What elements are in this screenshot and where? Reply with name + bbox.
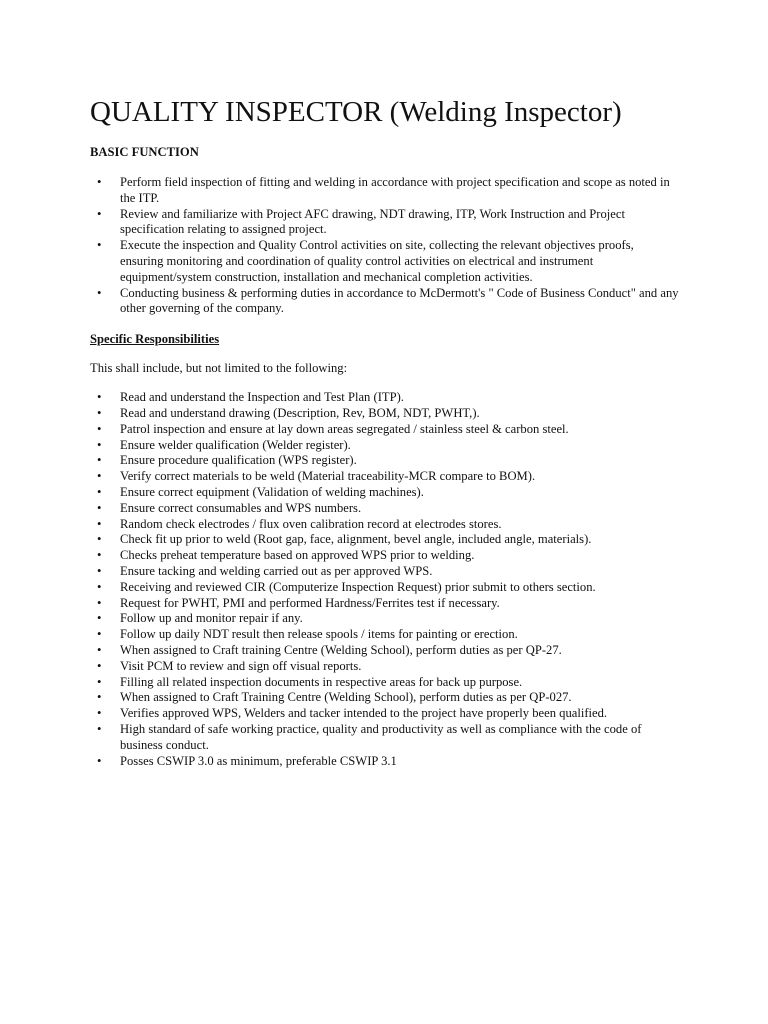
list-item: • Follow up and monitor repair if any. (90, 611, 680, 627)
document-title: QUALITY INSPECTOR (Welding Inspector) (90, 96, 622, 128)
list-item: • Conducting business & performing duties in accordance to McDermott's " Code of Business Conduct" and any other governing of the company. (90, 286, 680, 318)
list-item: • Read and understand drawing (Description, Rev, BOM, NDT, PWHT,). (90, 406, 680, 422)
responsibilities-list (90, 390, 680, 769)
list-item: • Ensure procedure qualification (WPS register). (90, 453, 680, 469)
list-item: • Request for PWHT, PMI and performed Hardness/Ferrites test if necessary. (90, 596, 680, 612)
list-item: • Filling all related inspection documents in respective areas for back up purpose. (90, 675, 680, 691)
list-item: • Check fit up prior to weld (Root gap, face, alignment, bevel angle, included angle, materials). (90, 532, 680, 548)
list-item: • Verifies approved WPS, Welders and tacker intended to the project have properly been qualified. (90, 706, 680, 722)
list-item: • Posses CSWIP 3.0 as minimum, preferable CSWIP 3.1 (90, 754, 680, 770)
list-item: • When assigned to Craft Training Centre (Welding School), perform duties as per QP-027. (90, 690, 680, 706)
list-item: • Ensure correct equipment (Validation of welding machines). (90, 485, 680, 501)
list-item: • Checks preheat temperature based on approved WPS prior to welding. (90, 548, 680, 564)
list-item: • Ensure tacking and welding carried out as per approved WPS. (90, 564, 680, 580)
basic-function-list (90, 175, 680, 317)
list-item: • Patrol inspection and ensure at lay down areas segregated / stainless steel & carbon steel. (90, 422, 680, 438)
list-item: • Read and understand the Inspection and Test Plan (ITP). (90, 390, 680, 406)
list-item: • Visit PCM to review and sign off visual reports. (90, 659, 680, 675)
list-item: • Random check electrodes / flux oven calibration record at electrodes stores. (90, 517, 680, 533)
basic-function-heading: BASIC FUNCTION (90, 145, 199, 159)
document-page (90, 92, 680, 769)
list-item: • When assigned to Craft training Centre (Welding School), perform duties as per QP-27. (90, 643, 680, 659)
specific-responsibilities-heading: Specific Responsibilities (90, 332, 220, 347)
responsibilities-intro: This shall include, but not limited to the following: (90, 361, 348, 376)
list-item: • Perform field inspection of fitting and welding in accordance with project specification and scope as noted in the ITP. (90, 175, 680, 207)
list-item: • Execute the inspection and Quality Control activities on site, collecting the relevant objectives proofs, ensuring monitoring and coordination of quality control activities on electrical and instrument equipment/system construction, installation and mechanical completion activities. (90, 238, 680, 285)
list-item: • Receiving and reviewed CIR (Computerize Inspection Request) prior submit to others section. (90, 580, 680, 596)
list-item: • High standard of safe working practice, quality and productivity as well as compliance with the code of business conduct. (90, 722, 680, 754)
list-item: • Follow up daily NDT result then release spools / items for painting or erection. (90, 627, 680, 643)
list-item: • Ensure correct consumables and WPS numbers. (90, 501, 680, 517)
list-item: • Ensure welder qualification (Welder register). (90, 438, 680, 454)
list-item: • Verify correct materials to be weld (Material traceability-MCR compare to BOM). (90, 469, 680, 485)
list-item: • Review and familiarize with Project AFC drawing, NDT drawing, ITP, Work Instruction and Project specification relating to assigned project. (90, 207, 680, 239)
